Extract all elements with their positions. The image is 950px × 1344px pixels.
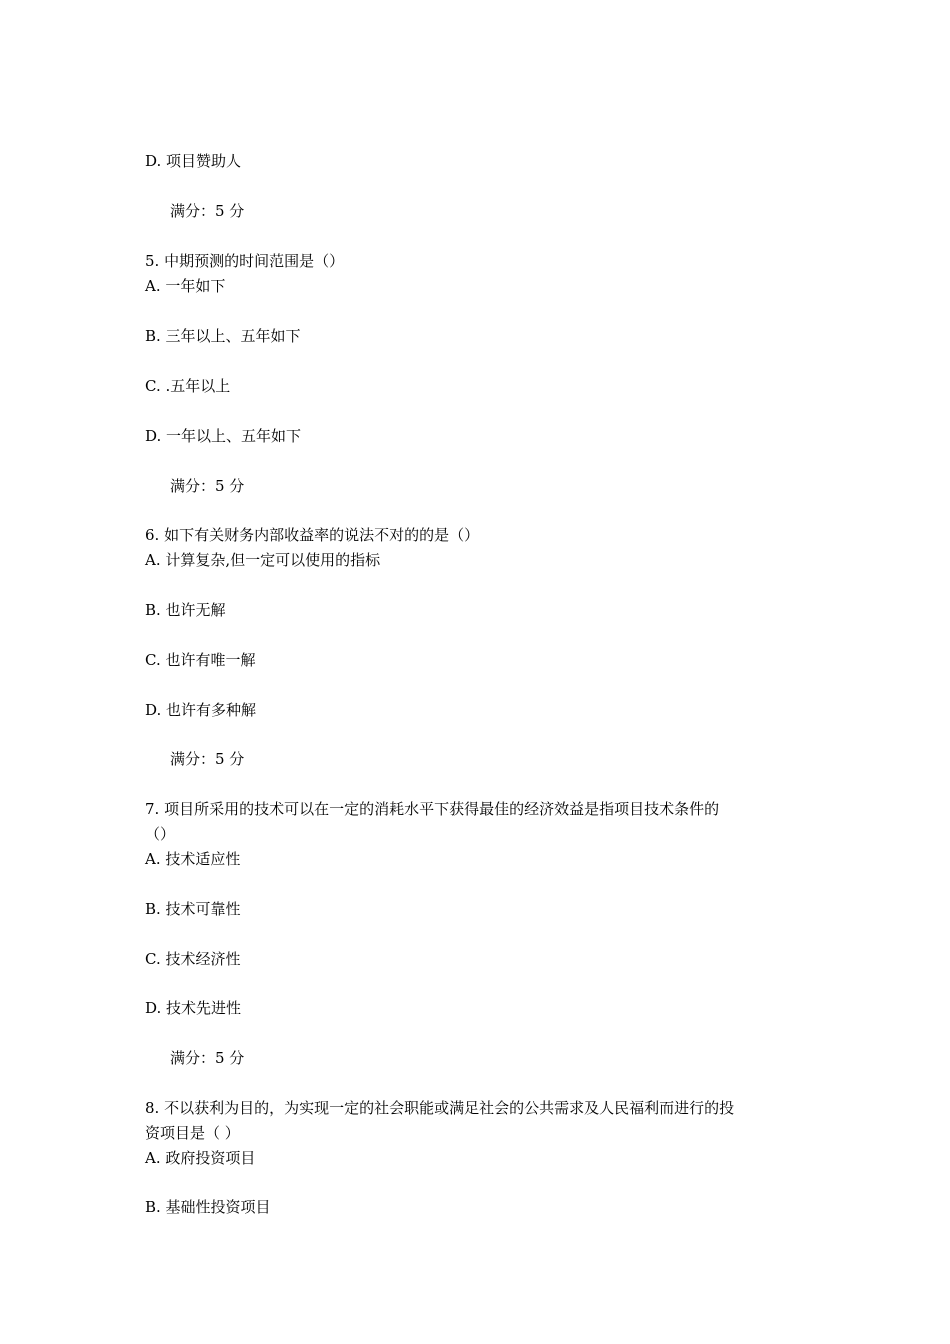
option-c-q6: C. 也许有唯一解: [145, 651, 256, 669]
option-a-q8: A. 政府投资项目: [145, 1149, 256, 1167]
score-q6: 满分：5 分: [170, 750, 245, 768]
option-a-q6: A. 计算复杂,但一定可以使用的指标: [145, 551, 381, 569]
question-7: 7. 项目所采用的技术可以在一定的消耗水平下获得最佳的经济效益是指项目技术条件的: [145, 800, 720, 818]
score-q5: 满分：5 分: [170, 477, 245, 495]
option-b-q6: B. 也许无解: [145, 601, 226, 619]
option-d-q4: D. 项目赞助人: [145, 152, 242, 170]
score-q7: 满分：5 分: [170, 1049, 245, 1067]
question-8: 8. 不以获利为目的，为实现一定的社会职能或满足社会的公共需求及人民福利而进行的投: [145, 1099, 735, 1117]
option-c-q5: C. .五年以上: [145, 377, 231, 395]
option-a-q7: A. 技术适应性: [145, 850, 241, 868]
option-c-q7: C. 技术经济性: [145, 950, 241, 968]
option-d-q7: D. 技术先进性: [145, 999, 242, 1017]
option-b-q8: B. 基础性投资项目: [145, 1198, 271, 1216]
question-8-continued: 资项目是（ ）: [145, 1124, 240, 1142]
question-6: 6. 如下有关财务内部收益率的说法不对的的是（）: [145, 526, 480, 544]
option-a-q5: A. 一年如下: [145, 277, 226, 295]
score-q4: 满分：5 分: [170, 202, 245, 220]
option-b-q5: B. 三年以上、五年如下: [145, 327, 301, 345]
question-7-continued: （）: [145, 825, 176, 843]
option-d-q6: D. 也许有多种解: [145, 701, 257, 719]
option-b-q7: B. 技术可靠性: [145, 900, 241, 918]
question-5: 5. 中期预测的时间范围是（）: [145, 252, 345, 270]
option-d-q5: D. 一年以上、五年如下: [145, 427, 302, 445]
